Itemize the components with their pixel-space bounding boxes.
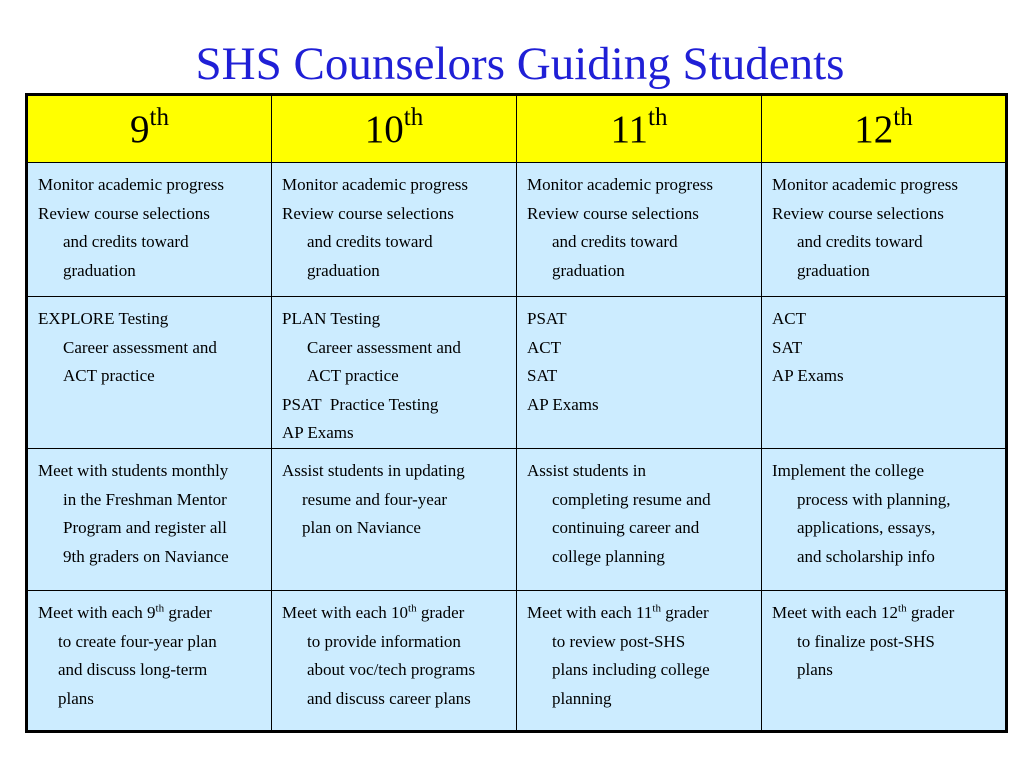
cell-line: ACT <box>772 309 806 328</box>
cell-line <box>38 599 267 628</box>
header-grade-11 <box>517 95 762 163</box>
cell-line: Monitor academic progress <box>527 175 713 194</box>
cell-line: Monitor academic progress <box>282 175 468 194</box>
cell-line: ACT <box>527 337 561 357</box>
cell-line: Career assessment and <box>307 337 461 357</box>
cell-line: Monitor academic progress <box>38 175 224 194</box>
cell-line: plans including college <box>552 660 710 680</box>
header-grade-number: 10 <box>364 108 404 151</box>
counselor-grade-table <box>25 93 1008 733</box>
cell-line: completing resume and <box>552 489 711 509</box>
ordinal-suffix: th <box>652 602 661 615</box>
cell-text: grader <box>164 602 212 622</box>
cell-line: Program and register all <box>63 518 227 538</box>
cell-text: grader <box>416 602 465 622</box>
table-cell <box>762 590 1007 731</box>
table-cell <box>762 448 1007 590</box>
cell-line: and scholarship info <box>797 546 935 566</box>
header-grade-suffix: th <box>648 104 668 131</box>
table-cell <box>762 297 1007 449</box>
cell-line: plan on Naviance <box>302 518 421 538</box>
header-grade-number: 9 <box>130 108 150 151</box>
table-row-meetings <box>27 590 1007 731</box>
header-grade-9 <box>27 95 272 163</box>
cell-line: AP Exams <box>527 394 599 414</box>
cell-line: SAT <box>772 337 803 357</box>
table-row-testing <box>27 297 1007 449</box>
header-grade-suffix: th <box>403 104 424 131</box>
header-grade-number: 11 <box>610 108 649 151</box>
cell-line <box>282 599 512 628</box>
ordinal-suffix: th <box>898 602 907 615</box>
cell-line: Review course selections <box>772 203 944 223</box>
cell-line <box>527 599 757 628</box>
cell-line: and discuss career plans <box>307 688 471 708</box>
cell-line: college planning <box>552 546 665 566</box>
cell-line: AP Exams <box>772 366 844 386</box>
table-row-planning <box>27 448 1007 590</box>
cell-line: Review course selections <box>282 203 454 223</box>
ordinal-suffix: th <box>408 602 417 615</box>
cell-line: graduation <box>552 260 625 280</box>
cell-line: EXPLORE Testing <box>38 309 169 328</box>
cell-line: ACT practice <box>307 366 399 386</box>
cell-line: and discuss long-term <box>58 660 208 680</box>
header-grade-number: 12 <box>854 108 894 151</box>
cell-line: resume and four-year <box>302 489 448 509</box>
cell-line: Implement the college <box>772 460 924 480</box>
table-row-academic-progress <box>27 163 1007 297</box>
header-grade-suffix: th <box>893 104 913 131</box>
cell-text: Meet with each 10 <box>282 602 409 622</box>
cell-line: 9th graders on Naviance <box>63 546 229 566</box>
cell-line: PLAN Testing <box>282 309 381 328</box>
cell-line: plans <box>58 688 94 708</box>
table-cell <box>517 448 762 590</box>
cell-line <box>772 599 1001 628</box>
cell-text: Meet with each 9 <box>38 602 156 622</box>
table-cell <box>762 163 1007 297</box>
cell-text: grader <box>906 602 955 622</box>
cell-line: and credits toward <box>797 232 923 252</box>
cell-line: in the Freshman Mentor <box>63 489 227 509</box>
header-grade-12 <box>762 95 1007 163</box>
header-grade-10 <box>272 95 517 163</box>
cell-text: Meet with each 11 <box>527 602 653 622</box>
cell-text: Meet with each 12 <box>772 602 899 622</box>
cell-line: to review post-SHS <box>552 631 686 651</box>
cell-line: Career assessment and <box>63 337 217 357</box>
cell-line: continuing career and <box>552 518 700 538</box>
table-cell <box>272 590 517 731</box>
cell-line: to finalize post-SHS <box>797 631 935 651</box>
cell-line: Review course selections <box>38 203 210 223</box>
cell-text: grader <box>660 602 709 622</box>
cell-line: ACT practice <box>63 366 155 386</box>
cell-line: AP Exams <box>282 423 354 443</box>
cell-line: Review course selections <box>527 203 699 223</box>
page-title: SHS Counselors Guiding Students <box>195 38 845 90</box>
header-grade-suffix: th <box>149 104 169 131</box>
cell-line: applications, essays, <box>797 518 936 538</box>
cell-line: PSAT <box>527 309 567 328</box>
cell-line: graduation <box>307 260 380 280</box>
table-cell <box>517 590 762 731</box>
cell-line: and credits toward <box>63 232 189 252</box>
cell-line: SAT <box>527 366 558 386</box>
table-cell <box>272 448 517 590</box>
table-cell <box>272 297 517 449</box>
cell-line: Assist students in <box>527 460 647 480</box>
cell-line: plans <box>797 660 833 680</box>
table-cell <box>272 163 517 297</box>
cell-line: and credits toward <box>552 232 678 252</box>
cell-line: PSAT Practice Testing <box>282 394 439 414</box>
cell-line: Monitor academic progress <box>772 175 958 194</box>
grade-header-row <box>27 95 1007 163</box>
table-cell <box>27 163 272 297</box>
cell-line: planning <box>552 688 612 708</box>
cell-line: to provide information <box>307 631 461 651</box>
cell-line: to create four-year plan <box>58 631 217 651</box>
cell-line: about voc/tech programs <box>307 660 476 680</box>
table-cell <box>517 163 762 297</box>
table-cell <box>27 448 272 590</box>
cell-line: graduation <box>797 260 870 280</box>
cell-line: process with planning, <box>797 489 951 509</box>
cell-line: and credits toward <box>307 232 433 252</box>
table-cell <box>27 590 272 731</box>
cell-line: Meet with students monthly <box>38 460 229 480</box>
table-cell <box>517 297 762 449</box>
table-cell <box>27 297 272 449</box>
ordinal-suffix: th <box>155 602 165 615</box>
cell-line: graduation <box>63 260 136 280</box>
cell-line: Assist students in updating <box>282 460 465 480</box>
